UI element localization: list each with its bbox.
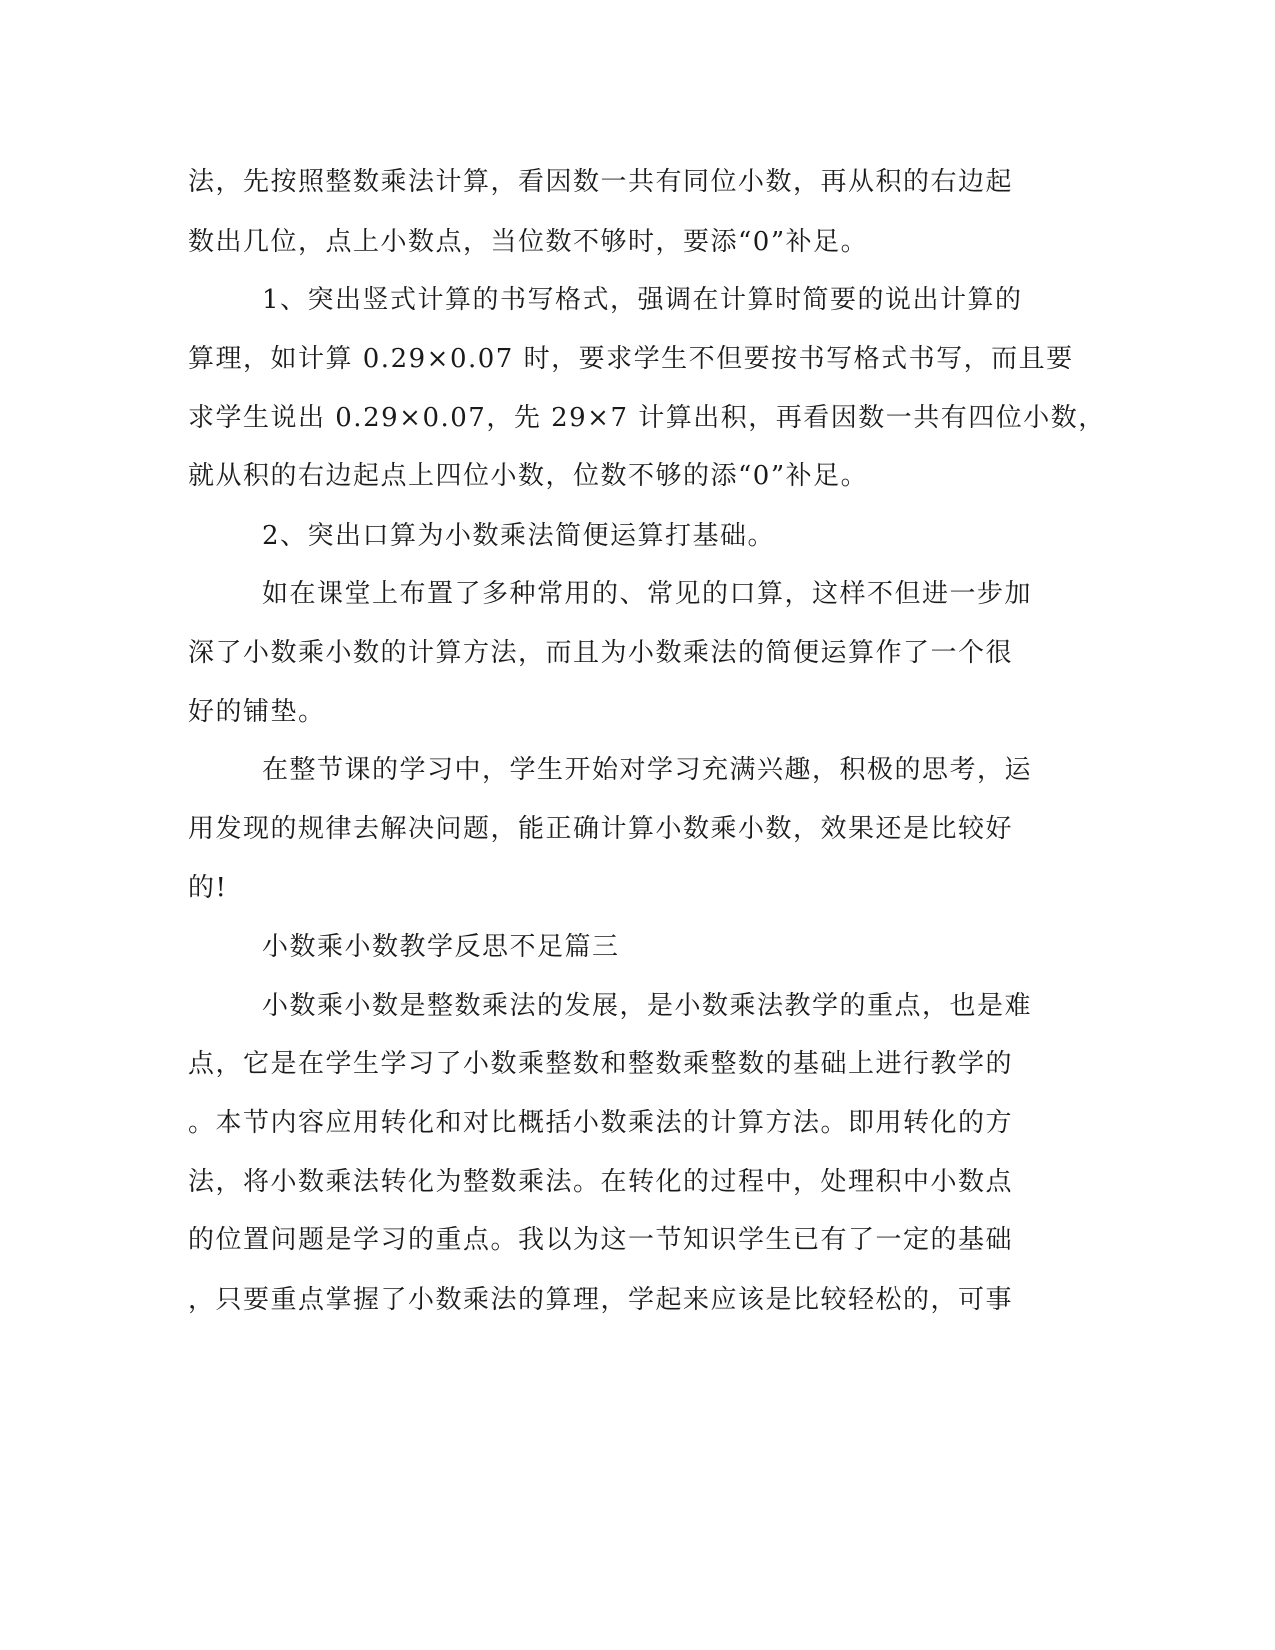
text-line: 就从积的右边起点上四位小数，位数不够的添“0”补足。 xyxy=(188,461,869,491)
text-line: 深了小数乘小数的计算方法，而且为小数乘法的简便运算作了一个很 xyxy=(188,638,1014,668)
text-line: 小数乘小数是整数乘法的发展，是小数乘法教学的重点，也是难 xyxy=(262,991,1033,1021)
text-line: 算理，如计算 0.29×0.07 时，要求学生不但要按书写格式书写，而且要 xyxy=(188,344,1074,374)
text-line: 数出几位，点上小数点，当位数不够时，要添“0”补足。 xyxy=(188,227,869,257)
text-line: 在整节课的学习中，学生开始对学习充满兴趣，积极的思考，运 xyxy=(262,755,1033,785)
text-line: 2、突出口算为小数乘法简便运算打基础。 xyxy=(262,521,776,551)
text-line: 1、突出竖式计算的书写格式，强调在计算时简要的说出计算的 xyxy=(262,285,1023,315)
text-line: 。本节内容应用转化和对比概括小数乘法的计算方法。即用转化的方 xyxy=(188,1108,1014,1138)
text-line: 的位置问题是学习的重点。我以为这一节知识学生已有了一定的基础 xyxy=(188,1225,1014,1255)
text-line: 求学生说出 0.29×0.07，先 29×7 计算出积，再看因数一共有四位小数， xyxy=(188,403,1106,433)
text-line: ，只要重点掌握了小数乘法的算理，学起来应该是比较轻松的，可事 xyxy=(188,1285,1014,1315)
text-line: 法，将小数乘法转化为整数乘法。在转化的过程中，处理积中小数点 xyxy=(188,1167,1014,1197)
text-line: 如在课堂上布置了多种常用的、常见的口算，这样不但进一步加 xyxy=(262,579,1033,609)
text-line: 的! xyxy=(188,873,228,903)
text-line: 点，它是在学生学习了小数乘整数和整数乘整数的基础上进行教学的 xyxy=(188,1049,1014,1079)
section-heading: 小数乘小数教学反思不足篇三 xyxy=(262,932,620,962)
text-line: 好的铺垫。 xyxy=(188,697,326,727)
text-line: 法，先按照整数乘法计算，看因数一共有同位小数，再从积的右边起 xyxy=(188,167,1014,197)
text-line: 用发现的规律去解决问题，能正确计算小数乘小数，效果还是比较好 xyxy=(188,814,1014,844)
